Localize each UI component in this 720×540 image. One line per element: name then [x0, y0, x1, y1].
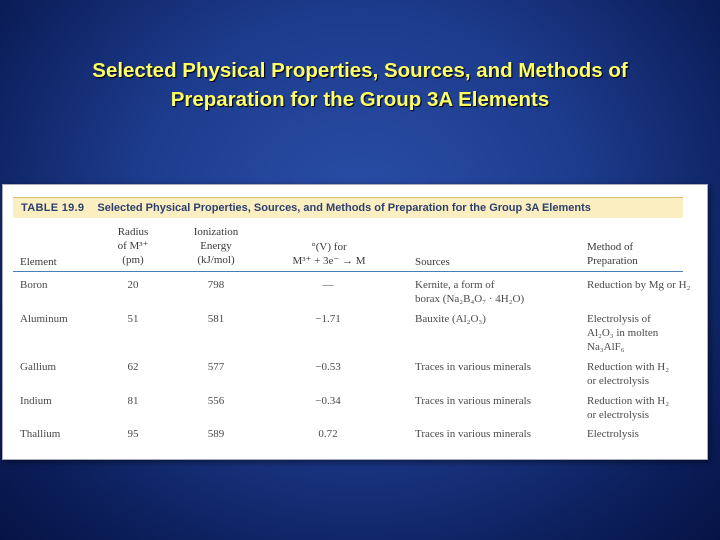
cell-radius: 95: [127, 428, 139, 440]
cell-potential: −0.34: [315, 395, 341, 407]
slide-title-line-1: Selected Physical Properties, Sources, and Methods of: [92, 59, 628, 82]
cell-method-line: Electrolysis: [587, 428, 639, 440]
header-method-line-1: Method of: [587, 241, 634, 253]
cell-ionization: 556: [207, 395, 225, 407]
cell-element: Indium: [20, 395, 52, 407]
cell-sources-line: Traces in various minerals: [415, 428, 531, 440]
header-ionization: [183, 225, 249, 267]
header-potential: [281, 240, 377, 268]
cell-method: [587, 278, 690, 292]
cell-element: Aluminum: [20, 313, 68, 325]
cell-element: Gallium: [20, 361, 57, 373]
header-rule: [13, 271, 683, 272]
cell-sources: [415, 394, 531, 408]
header-ionization-line-1: Ionization: [193, 226, 239, 238]
cell-sources: [415, 427, 531, 441]
cell-ionization: 589: [207, 428, 225, 440]
cell-method-line: Reduction with H₂: [587, 361, 670, 373]
slide-title: [20, 56, 700, 114]
header-method-line-2: Preparation: [587, 255, 638, 267]
cell-radius: 62: [127, 361, 139, 373]
cell-potential: —: [322, 279, 334, 291]
cell-method: [587, 394, 669, 422]
header-ionization-line-3: (kJ/mol): [197, 254, 235, 266]
cell-ionization: 577: [207, 361, 225, 373]
cell-method-line: Reduction with H₂: [587, 395, 670, 407]
cell-method-line: Electrolysis of: [587, 313, 651, 325]
cell-sources: [415, 278, 524, 306]
cell-sources-line: Kernite, a form of: [415, 279, 495, 291]
header-radius-line-3: (pm): [122, 254, 144, 266]
header-method: [587, 240, 638, 268]
cell-sources: [415, 312, 486, 326]
header-radius: [105, 225, 161, 267]
cell-method-line: Al₂O₃ in molten: [587, 327, 659, 339]
header-radius-line-1: Radius: [117, 226, 149, 238]
cell-method: [587, 360, 669, 388]
header-sources: Sources: [415, 256, 450, 268]
cell-radius: 81: [127, 395, 139, 407]
table-number: TABLE 19.9: [21, 202, 85, 214]
cell-potential: 0.72: [318, 428, 338, 440]
cell-method-line: or electrolysis: [587, 375, 650, 387]
slide-title-line-2: Preparation for the Group 3A Elements: [170, 88, 550, 111]
cell-sources-line: Traces in various minerals: [415, 395, 531, 407]
header-potential-line-1: °(V) for: [311, 241, 347, 253]
cell-sources-line: Bauxite (Al₂O₃): [415, 313, 486, 325]
cell-radius: 20: [127, 279, 139, 291]
table-caption-text: Selected Physical Properties, Sources, and Methods of Preparation for the Group 3A Elements: [97, 202, 591, 214]
table-image: [2, 184, 708, 460]
cell-element: Boron: [20, 279, 48, 291]
header-element: Element: [20, 256, 57, 268]
cell-potential: −1.71: [315, 313, 341, 325]
table-caption: [13, 197, 683, 218]
cell-method-line: Reduction by Mg or H₂: [587, 279, 691, 291]
cell-sources-line: borax (Na₂B₄O₇ · 4H₂O): [415, 293, 525, 305]
cell-radius: 51: [127, 313, 139, 325]
header-ionization-line-2: Energy: [200, 240, 232, 252]
header-potential-line-2: M³⁺ + 3e⁻ → M: [292, 255, 366, 267]
header-radius-line-2: of M³⁺: [117, 240, 149, 252]
cell-method-line: Na₃AlF₆: [587, 341, 625, 353]
cell-potential: −0.53: [315, 361, 341, 373]
cell-ionization: 581: [207, 313, 225, 325]
cell-method: [587, 427, 639, 441]
cell-element: Thallium: [20, 428, 61, 440]
cell-method: [587, 312, 658, 354]
cell-sources: [415, 360, 531, 374]
cell-method-line: or electrolysis: [587, 409, 650, 421]
cell-ionization: 798: [207, 279, 225, 291]
cell-sources-line: Traces in various minerals: [415, 361, 531, 373]
